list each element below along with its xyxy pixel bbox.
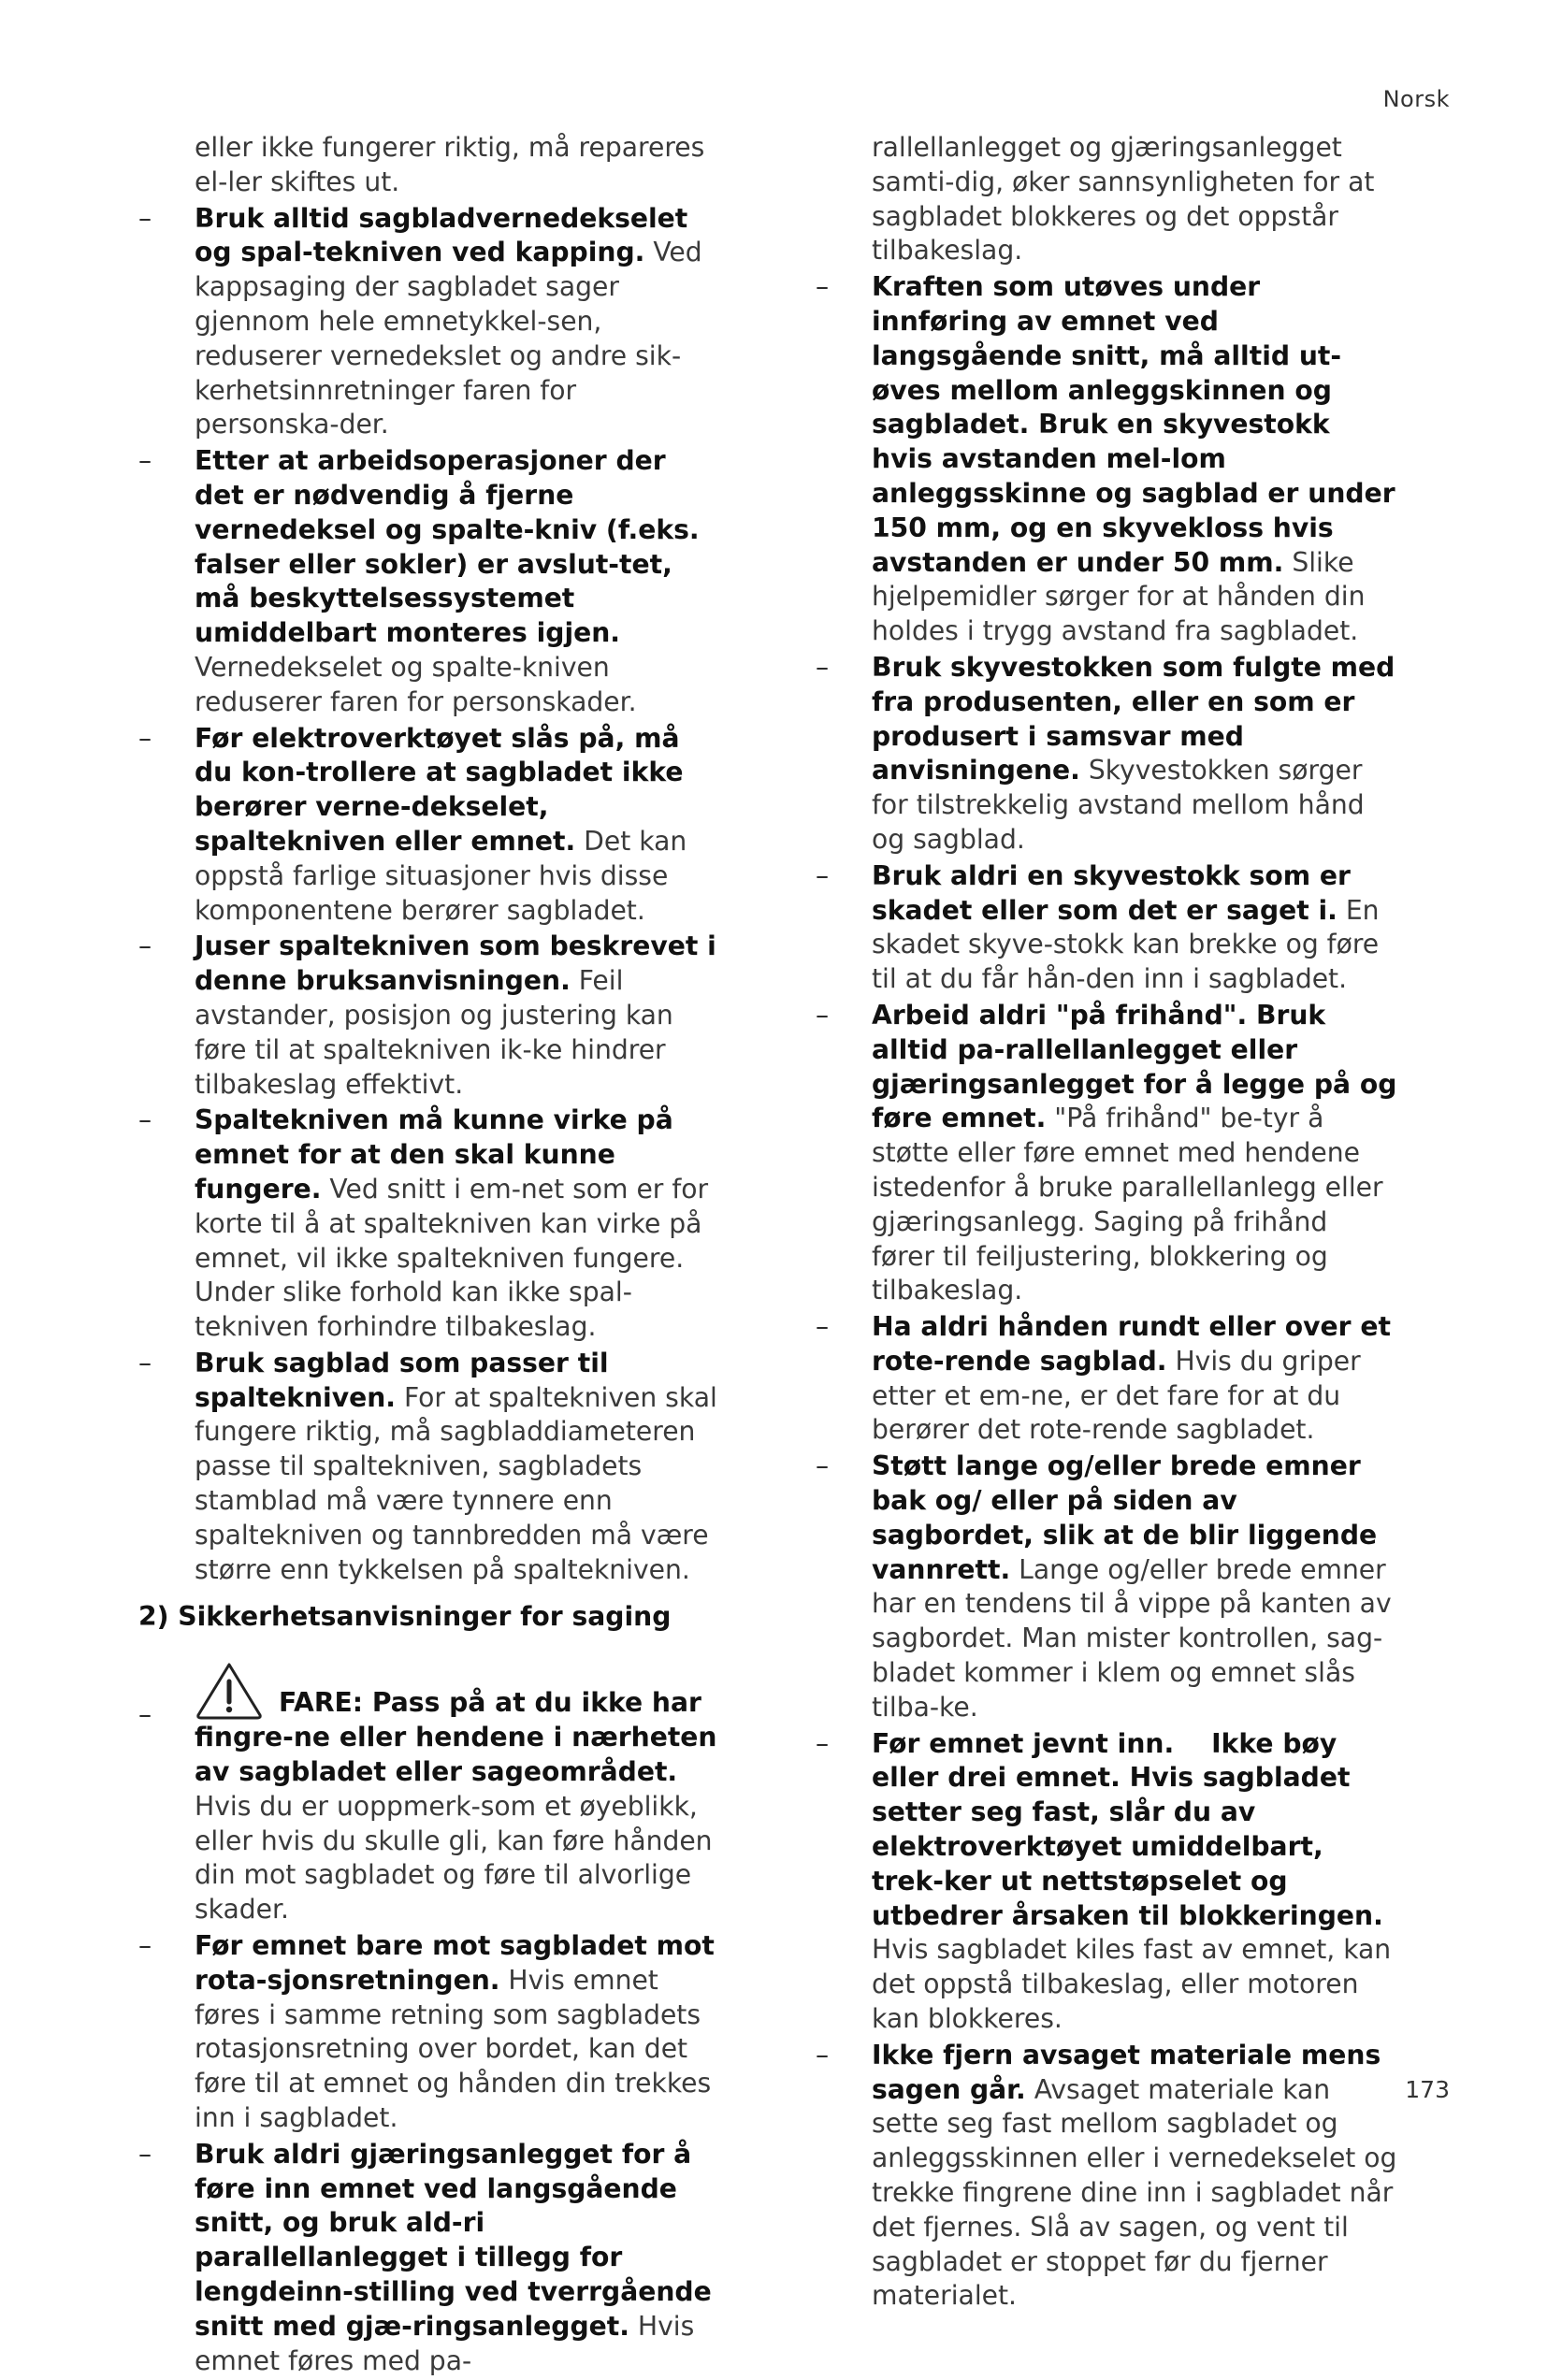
list-item	[816, 2039, 1397, 2314]
dash-bullet: –	[816, 1727, 830, 1759]
item-bold-text: Bruk aldri gjæringsanlegget for å føre inn emnet ved langsgående snitt, og bruk ald-ri parallellanlegget i tillegg for lengdeinn-stilling ved tverrgående snitt med gjæ-ringsanlegget.	[195, 2138, 712, 2342]
dash-bullet: –	[138, 1104, 152, 1136]
item-bold-text: Bruk aldri en skyvestokk som er skadet eller som det er saget i.	[872, 859, 1351, 926]
page-number: 173	[1405, 2076, 1450, 2103]
dash-bullet: –	[138, 722, 152, 754]
item-bold-text: Arbeid aldri "på frihånd". Bruk alltid pa-rallellanlegget eller gjæringsanlegget for å legge på og føre emnet.	[872, 999, 1397, 1134]
list-item	[816, 1310, 1397, 1448]
item-bold-text: Etter at arbeidsoperasjoner der det er nødvendig å fjerne vernedeksel og spalte-kniv (f.eks. falser eller sokler) er avslut-tet, må beskyttelsessystemet umiddelbart monteres igjen.	[195, 445, 700, 649]
item-bold-text: Bruk sagblad som passer til spaltekniven.	[195, 1347, 609, 1413]
right-column	[816, 131, 1397, 2315]
item-text: En skadet skyve-stokk kan brekke og føre til at du får hån-den inn i sagbladet.	[872, 894, 1380, 995]
dash-bullet: –	[816, 1450, 830, 1482]
list-item	[138, 930, 720, 1102]
dash-bullet: –	[138, 445, 152, 477]
item-text: For at spaltekniven skal fungere riktig, må sagbladdiameteren passe til spaltekniven, sagbladets stamblad må være tynnere enn spaltekniven og tannbredden må være større enn tykkelsen på spaltekniven.	[195, 1381, 717, 1585]
warning-text: Hvis du er uoppmerk-som et øyeblikk, eller hvis du skulle gli, kan føre hånden din mot sagbladet og føre til alvorlige skader.	[195, 1790, 713, 1926]
item-text: Det kan oppstå farlige situasjoner hvis disse komponentene berører sagbladet.	[195, 825, 687, 926]
item-text: Vernedekselet og spalte-kniven reduserer faren for personskader.	[195, 651, 637, 717]
dash-bullet: –	[138, 1930, 152, 1962]
item-text: "På frihånd" be-tyr å støtte eller føre emnet med hendene istedenfor å bruke parallellanlegg eller gjæringsanlegg. Saging på frihånd fører til feiljustering, blokkering og tilbakeslag.	[872, 1103, 1383, 1306]
item-bold-text: Juser spaltekniven som beskrevet i denne bruksanvisningen.	[195, 930, 716, 997]
item-bold-text: Før elektroverktøyet slås på, må du kon-trollere at sagbladet ikke berører verne-dekselet, spaltekniven eller emnet.	[195, 722, 684, 857]
item-text: Hvis emnet føres med pa-	[195, 2310, 695, 2376]
item-text: Ved snitt i em-net som er for korte til å at spaltekniven kan virke på emnet, vil ikke spaltekniven fungere. Under slike forhold kan ikke spal-tekniven forhindre tilbakeslag.	[195, 1173, 709, 1343]
item-bold-text-a: Før emnet jevnt inn.	[872, 1727, 1175, 1759]
list-item	[138, 1103, 720, 1345]
item-bold-text: Før emnet bare mot sagbladet mot rota-sjonsretningen.	[195, 1930, 715, 1996]
item-text: Slike hjelpemidler sørger for at hånden din holdes i trygg avstand fra sagbladet.	[872, 546, 1366, 647]
dash-bullet: –	[816, 999, 830, 1031]
item-text: Feil avstander, posisjon og justering kan føre til at spaltekniven ik-ke hindrer tilbakeslag effektivt.	[195, 965, 673, 1100]
item-bold-text: Støtt lange og/eller brede emner bak og/ eller på siden av sagbordet, slik at de blir liggende vannrett.	[872, 1450, 1378, 1585]
dash-bullet: –	[138, 1699, 152, 1731]
list-item	[138, 444, 720, 719]
dash-bullet: –	[816, 651, 830, 683]
list-item	[816, 1450, 1397, 1724]
header-language: Norsk	[1382, 86, 1450, 112]
dash-bullet: –	[816, 271, 830, 303]
warning-list-item	[138, 1661, 720, 1927]
item-bold-text: Ikke fjern avsaget materiale mens sagen går.	[872, 2039, 1381, 2105]
item-bold-text: Kraften som utøves under innføring av emnet ved langsgående snitt, må alltid ut-øves mellom anleggskinnen og sagbladet. Bruk en skyvestokk hvis avstanden mel-lom anleggsskinne og sagblad er under 150 mm, og en skyvekloss hvis avstanden er under 50 mm.	[872, 271, 1395, 578]
dash-bullet: –	[816, 859, 830, 891]
list-item	[816, 651, 1397, 858]
list-item	[816, 999, 1397, 1308]
dash-bullet: –	[138, 202, 152, 234]
continuation-text: rallellanlegget og gjæringsanlegget samti-dig, øker sannsynligheten for at sagbladet blokkeres og det oppstår tilbakeslag.	[872, 132, 1375, 267]
item-bold-text: Bruk skyvestokken som fulgte med fra produsenten, eller en som er produsert i samsvar med anvisningene.	[872, 651, 1395, 786]
continuation-text: eller ikke fungerer riktig, må repareres el-ler skiftes ut.	[195, 132, 705, 197]
item-text: Skyvestokken sørger for tilstrekkelig avstand mellom hånd og sagblad.	[872, 755, 1365, 855]
item-text: Hvis emnet føres i samme retning som sagbladets rotasjonsretning over bordet, kan det føre til at emnet og hånden din trekkes inn i sagbladet.	[195, 1964, 712, 2134]
item-text: Avsaget materiale kan sette seg fast mellom sagbladet og anleggsskinnen eller i vernedekselet og trekke fingrene dine inn i sagbladet når det fjernes. Slå av sagen, og vent til sagbladet er stoppet før du fjerner materialet.	[872, 2073, 1397, 2312]
list-item	[816, 859, 1397, 997]
warning-triangle-icon	[195, 1661, 264, 1721]
list-item	[816, 1727, 1397, 2037]
list-item	[138, 1347, 720, 1588]
dash-bullet: –	[816, 2039, 830, 2070]
dash-bullet: –	[138, 930, 152, 962]
dash-bullet: –	[138, 2138, 152, 2170]
list-item	[138, 1929, 720, 2136]
item-text: Ved kappsaging der sagbladet sager gjennom hele emnetykkel-sen, reduserer vernedekslet og andre sik-kerhetsinnretninger faren for personska-der.	[195, 237, 702, 440]
item-text: Lange og/eller brede emner har en tendens til å vippe på kanten av sagbordet. Man mister kontrollen, sag-bladet kommer i klem og emnet slås tilba-ke.	[872, 1553, 1392, 1723]
left-column	[138, 131, 720, 2380]
dash-bullet: –	[138, 1347, 152, 1378]
warning-bold-text: FARE: Pass på at du ikke har fingre-ne eller hendene i nærheten av sagbladet eller sageområdet.	[195, 1687, 717, 1788]
item-bold-text: Spaltekniven må kunne virke på emnet for at den skal kunne fungere.	[195, 1104, 673, 1204]
section-heading: 2) Sikkerhetsanvisninger for saging	[138, 1601, 672, 1633]
dash-bullet: –	[816, 1311, 830, 1343]
list-item	[138, 202, 720, 443]
item-bold-text: Ha aldri hånden rundt eller over et rote-rende sagblad.	[872, 1311, 1391, 1377]
item-bold-text-b: Ikke bøy eller drei emnet. Hvis sagbladet setter seg fast, slår du av elektroverktøyet umiddelbart, trek-ker ut nettstøpselet og utbedrer årsaken til blokkeringen.	[872, 1727, 1383, 1931]
item-text: Hvis sagbladet kiles fast av emnet, kan det oppstå tilbakeslag, eller motoren kan blokkeres.	[872, 1934, 1392, 2035]
item-text: Hvis du griper etter et em-ne, er det fare for at du berører det rote-rende sagbladet.	[872, 1345, 1361, 1446]
list-item	[816, 270, 1397, 649]
item-bold-text: Bruk alltid sagbladvernedekselet og spal-tekniven ved kapping.	[195, 202, 688, 268]
list-item	[138, 2138, 720, 2379]
list-item	[138, 722, 720, 929]
